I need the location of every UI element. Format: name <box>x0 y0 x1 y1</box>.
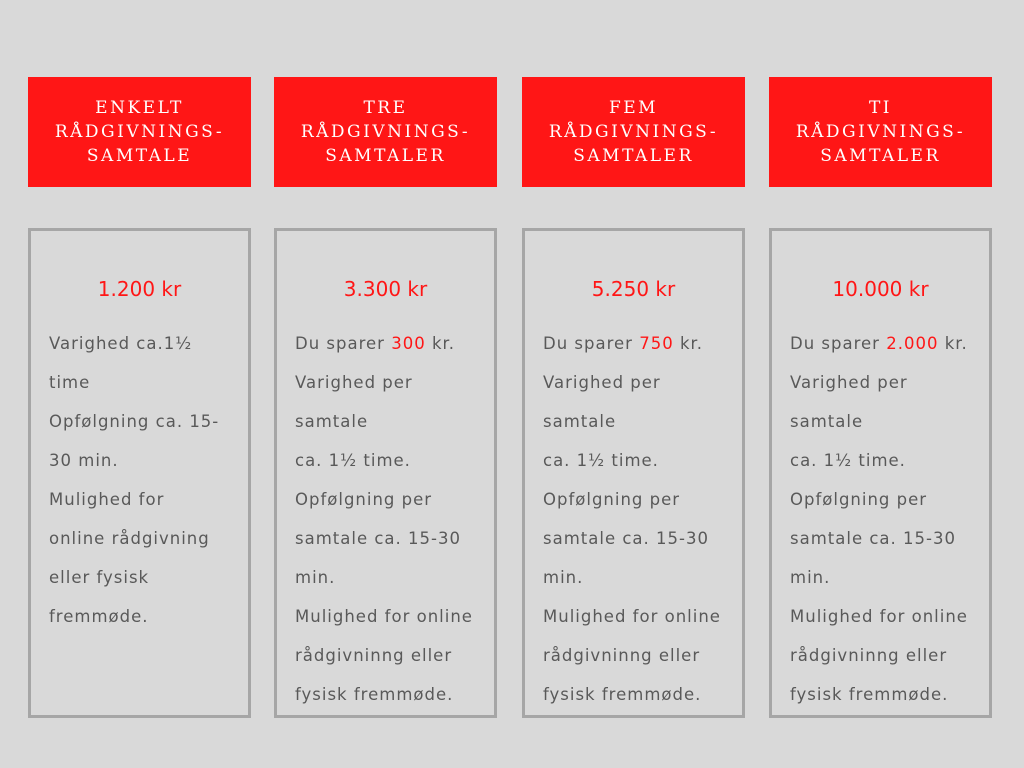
plan-description <box>295 324 486 714</box>
plan-line: 30 min. <box>49 451 119 470</box>
plan-line: Opfølgning ca. 15- <box>49 412 220 431</box>
plan-line: Varighed per samtale <box>790 373 908 431</box>
plan-line: ca. 1½ time. <box>543 451 659 470</box>
plan-line: samtale ca. 15-30 <box>790 529 956 548</box>
plan-header <box>274 77 497 187</box>
plan-card <box>274 228 497 718</box>
plan-description <box>49 324 240 636</box>
plan-line: Opfølgning per <box>790 490 928 509</box>
plan-five <box>522 77 745 704</box>
plan-description <box>543 324 734 714</box>
plan-line: min. <box>295 568 336 587</box>
plan-line: rådgivninng eller <box>790 646 948 665</box>
plan-line: Mulighed for online <box>543 607 721 626</box>
plan-line: min. <box>543 568 584 587</box>
plan-title: TRE RÅDGIVNINGS- SAMTALER <box>300 98 471 166</box>
plan-line: Opfølgning per <box>295 490 433 509</box>
plan-savings: Du sparer 2.000 kr. <box>790 334 968 353</box>
plan-single <box>28 77 251 626</box>
plan-line: Varighed per samtale <box>295 373 413 431</box>
plan-card <box>522 228 745 718</box>
plan-line: rådgivninng eller <box>543 646 701 665</box>
plan-line: samtale ca. 15-30 <box>295 529 461 548</box>
savings-amount: 750 <box>639 334 674 353</box>
plan-line: ca. 1½ time. <box>790 451 906 470</box>
plan-description <box>790 324 981 714</box>
plan-line: fysisk fremmøde. <box>543 685 702 704</box>
plan-line: Varighed per samtale <box>543 373 661 431</box>
plan-title: TI RÅDGIVNINGS- SAMTALER <box>795 98 966 166</box>
plan-line: Mulighed for online <box>295 607 473 626</box>
plan-line: samtale ca. 15-30 <box>543 529 709 548</box>
plan-line: rådgivninng eller <box>295 646 453 665</box>
plan-line: eller fysisk <box>49 568 150 587</box>
savings-amount: 2.000 <box>886 334 939 353</box>
plan-line: time <box>49 373 91 392</box>
plan-line: Mulighed for <box>49 490 165 509</box>
plan-line: Opfølgning per <box>543 490 681 509</box>
plan-header <box>769 77 992 187</box>
plan-card <box>769 228 992 718</box>
plan-line: fysisk fremmøde. <box>790 685 949 704</box>
plan-header <box>522 77 745 187</box>
plan-price: 10.000 kr <box>832 277 929 301</box>
plan-line: ca. 1½ time. <box>295 451 411 470</box>
plan-title: ENKELT RÅDGIVNINGS- SAMTALE <box>54 98 225 166</box>
plan-title: FEM RÅDGIVNINGS- SAMTALER <box>548 98 719 166</box>
plan-price: 5.250 kr <box>591 277 676 301</box>
plan-line: min. <box>790 568 831 587</box>
plan-line: fysisk fremmøde. <box>295 685 454 704</box>
plan-price: 3.300 kr <box>343 277 428 301</box>
plan-line: online rådgivning <box>49 529 210 548</box>
plan-line: fremmøde. <box>49 607 149 626</box>
plan-savings: Du sparer 750 kr. <box>543 334 704 353</box>
plan-price: 1.200 kr <box>97 277 182 301</box>
plan-ten <box>769 77 992 704</box>
plan-savings: Du sparer 300 kr. <box>295 334 456 353</box>
plan-three <box>274 77 497 704</box>
plan-header <box>28 77 251 187</box>
plan-line: Mulighed for online <box>790 607 968 626</box>
plan-line: Varighed ca.1½ <box>49 334 193 353</box>
plan-card <box>28 228 251 718</box>
savings-amount: 300 <box>391 334 426 353</box>
